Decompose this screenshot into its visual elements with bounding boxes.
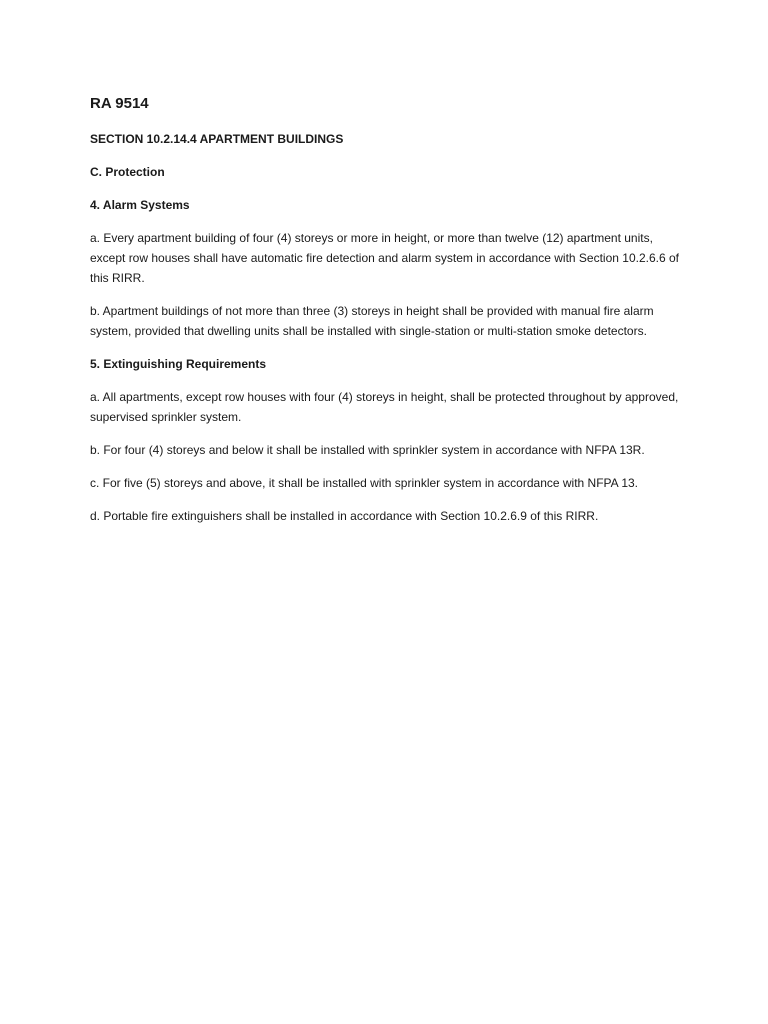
alarm-paragraph-a: a. Every apartment building of four (4) storeys or more in height, or more than twelve (12) apartment units, except row houses shall have automatic fire detection and alarm system in accordance with Section 10.2.6.6 of this RIRR. xyxy=(90,231,679,285)
subsection-heading: C. Protection xyxy=(90,165,165,179)
alarm-paragraph-b: b. Apartment buildings of not more than three (3) storeys in height shall be provided with manual fire alarm system, provided that dwelling units shall be installed with single-station or multi-station smoke detectors. xyxy=(90,304,654,338)
extinguishing-paragraph-d: d. Portable fire extinguishers shall be installed in accordance with Section 10.2.6.9 of this RIRR. xyxy=(90,509,599,523)
document-title: RA 9514 xyxy=(90,95,149,112)
section-heading: SECTION 10.2.14.4 APARTMENT BUILDINGS xyxy=(90,132,344,146)
extinguishing-heading: 5. Extinguishing Requirements xyxy=(90,357,267,371)
extinguishing-paragraph-b: b. For four (4) storeys and below it shall be installed with sprinkler system in accordance with NFPA 13R. xyxy=(90,443,645,457)
alarm-systems-heading: 4. Alarm Systems xyxy=(90,198,190,212)
extinguishing-paragraph-c: c. For five (5) storeys and above, it shall be installed with sprinkler system in accordance with NFPA 13. xyxy=(90,476,639,490)
extinguishing-paragraph-a: a. All apartments, except row houses with four (4) storeys in height, shall be protected throughout by approved, supervised sprinkler system. xyxy=(90,390,679,424)
document-page xyxy=(90,93,680,539)
